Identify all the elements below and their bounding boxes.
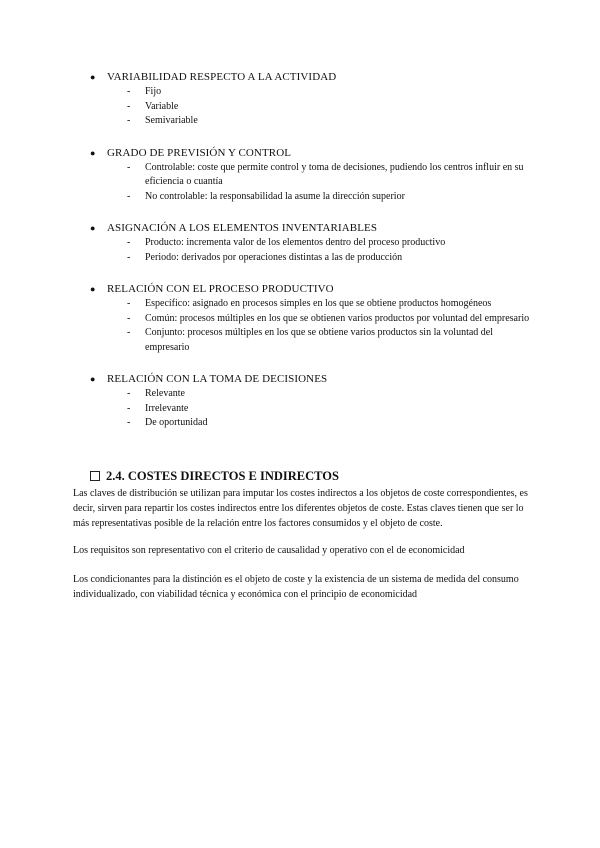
section-heading: RELACIÓN CON LA TOMA DE DECISIONES bbox=[107, 373, 328, 385]
bullet-icon: ● bbox=[90, 147, 96, 158]
dash-icon: - bbox=[127, 100, 131, 112]
dash-icon: - bbox=[127, 190, 131, 202]
dash-icon: - bbox=[127, 251, 131, 263]
section-heading: VARIABILIDAD RESPECTO A LA ACTIVIDAD bbox=[107, 71, 337, 83]
section-asignacion bbox=[0, 221, 600, 265]
list-item: - De oportunidad bbox=[0, 416, 530, 431]
checkbox-icon bbox=[90, 471, 100, 481]
subsection-heading bbox=[90, 468, 339, 484]
section-decisiones bbox=[0, 372, 600, 431]
list-item: - Semivariable bbox=[0, 114, 530, 129]
section-heading: GRADO DE PREVISIÓN Y CONTROL bbox=[107, 146, 292, 159]
bullet-icon: ● bbox=[90, 374, 96, 384]
list-item: - Fijo bbox=[0, 85, 530, 100]
bullet-icon: ● bbox=[90, 223, 96, 233]
paragraph-claves: Las claves de distribución se utilizan para imputar los costes indirectos a los objetos de coste correspondientes, es decir, sirven para repartir los costes indirectos entre los diferentes objetos de coste. Estas claves tienen que ser lo más representativas posible de la relación entre los factores consumidos y el objeto de coste. bbox=[73, 488, 528, 529]
paragraph-condicionantes: Los condicionantes para la distinción es el objeto de coste y la existencia de un sistema de medida del consumo individualizado, con viabilidad técnica y económica con el principio de economicidad bbox=[73, 574, 519, 600]
dash-icon: - bbox=[127, 115, 131, 126]
section-proceso bbox=[0, 282, 600, 355]
section-heading: ASIGNACIÓN A LOS ELEMENTOS INVENTARIABLES bbox=[107, 222, 378, 234]
list-item: - No controlable: la responsabilidad la asume la dirección superior bbox=[0, 190, 530, 205]
dash-icon: - bbox=[127, 237, 131, 248]
dash-icon: - bbox=[127, 86, 131, 97]
dash-icon: - bbox=[127, 298, 131, 309]
section-heading: RELACIÓN CON EL PROCESO PRODUCTIVO bbox=[107, 283, 334, 295]
dash-icon: - bbox=[127, 312, 131, 324]
section-prevision bbox=[0, 146, 600, 205]
list-item: - Periodo: derivados por operaciones distintas a las de producción bbox=[0, 251, 530, 266]
bullet-icon: ● bbox=[90, 72, 96, 82]
list-item: - Común: procesos múltiples en los que se obtienen varios productos por voluntad del empresario bbox=[0, 312, 530, 327]
dash-icon: - bbox=[127, 327, 131, 338]
bullet-icon: ● bbox=[90, 284, 96, 294]
dash-icon: - bbox=[127, 402, 131, 414]
list-item: - Específico: asignado en procesos simples en los que se obtiene productos homogéneos bbox=[0, 297, 530, 312]
dash-icon: - bbox=[127, 388, 131, 399]
list-item: - Controlable: coste que permite control y toma de decisiones, pudiendo los centros influir en su eficiencia o cuantía bbox=[127, 161, 524, 187]
section-variabilidad bbox=[0, 70, 600, 129]
dash-icon: - bbox=[127, 161, 131, 173]
list-item: - Irrelevante bbox=[0, 402, 530, 417]
list-item: - Producto: incrementa valor de los elementos dentro del proceso productivo bbox=[0, 236, 530, 251]
subsection-title: 2.4. COSTES DIRECTOS E INDIRECTOS bbox=[106, 469, 339, 483]
list-item: - Conjunto: procesos múltiples en los que se obtiene varios productos sin la voluntad del empresario bbox=[127, 327, 494, 353]
paragraph-requisitos: Los requisitos son representativo con el criterio de causalidad y operativo con el de economicidad bbox=[73, 545, 465, 556]
classification-list bbox=[0, 70, 600, 448]
list-item: - Variable bbox=[0, 100, 530, 115]
list-item: - Relevante bbox=[0, 387, 530, 402]
dash-icon: - bbox=[127, 417, 131, 428]
